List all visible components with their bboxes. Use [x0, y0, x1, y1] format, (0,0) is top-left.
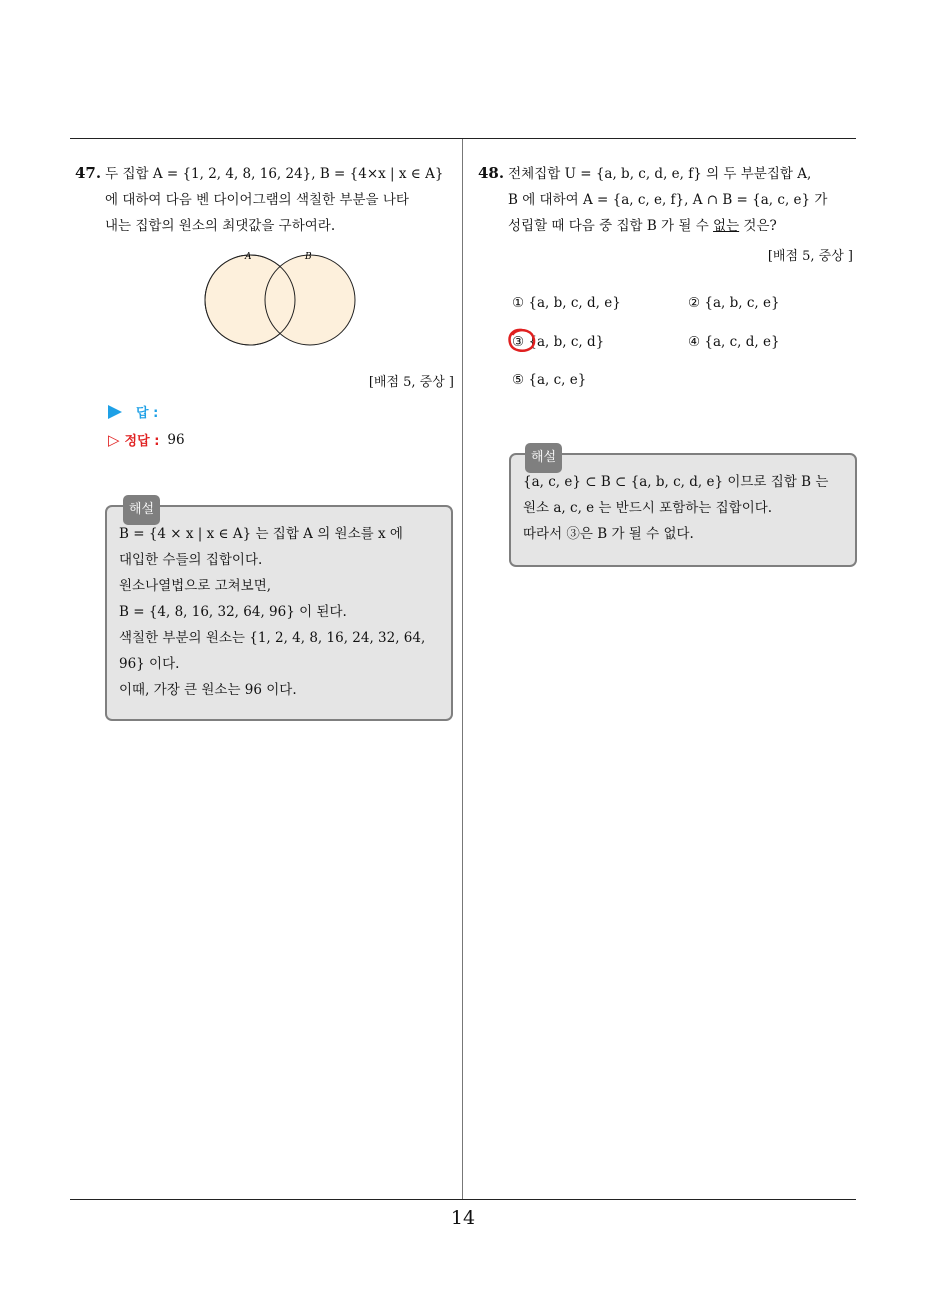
- explanation-line: {a, c, e} ⊂ B ⊂ {a, b, c, d, e} 이므로 집합 B 는: [523, 474, 829, 490]
- explanation-tag: 해설: [525, 443, 562, 473]
- explanation-line: B = {4, 8, 16, 32, 64, 96} 이 된다.: [119, 604, 347, 620]
- answer-label: 답 :: [136, 406, 159, 421]
- choice-5[interactable]: ⑤ {a, c, e}: [512, 372, 587, 388]
- q48-line-1: [478, 160, 858, 187]
- explanation-line: 원소나열법으로 고쳐보면,: [119, 578, 272, 594]
- venn-circle-b: [265, 255, 355, 345]
- explanation-line: 따라서 ③은 B 가 될 수 없다.: [523, 526, 694, 542]
- explanation-line: 96} 이다.: [119, 656, 180, 672]
- correct-answer-row: [108, 430, 185, 449]
- correct-answer-value: 96: [167, 431, 185, 448]
- q48-emphasis: 없는: [713, 218, 740, 234]
- question-48: [478, 160, 858, 239]
- answer-circle-mark-icon: [505, 326, 539, 356]
- top-rule: [70, 138, 856, 139]
- venn-label-b: B: [305, 252, 312, 262]
- venn-diagram: [195, 245, 365, 349]
- bottom-rule: [70, 1199, 856, 1200]
- q48-line-2: B 에 대하여 A = {a, c, e, f}, A ∩ B = {a, c, e} 가: [508, 192, 828, 208]
- q47-score: [배점 5, 중상 ]: [368, 375, 454, 390]
- question-number: 47.: [75, 164, 102, 182]
- column-divider: [462, 139, 463, 1200]
- explanation-line: 대입한 수들의 집합이다.: [119, 552, 263, 568]
- explanation-line: B = {4 × x | x ∈ A} 는 집합 A 의 원소를 x 에: [119, 526, 403, 542]
- explanation-line: 원소 a, c, e 는 반드시 포함하는 집합이다.: [523, 500, 773, 516]
- q47-explanation-box: [105, 502, 453, 721]
- q48-explanation-box: [509, 450, 857, 567]
- play-triangle-icon: [108, 405, 122, 419]
- page-number: 14: [450, 1207, 476, 1229]
- q47-text-1: 두 집합 A = {1, 2, 4, 8, 16, 24}, B = {4×x | x ∈ A}: [105, 166, 444, 182]
- explanation-line: 색칠한 부분의 원소는 {1, 2, 4, 8, 16, 24, 32, 64,: [119, 630, 426, 646]
- q47-line-3: 내는 집합의 원소의 최댓값을 구하여라.: [105, 218, 336, 234]
- choice-1[interactable]: ① {a, b, c, d, e}: [512, 295, 621, 311]
- answer-row: [108, 402, 158, 421]
- explanation-line: 이때, 가장 큰 원소는 96 이다.: [119, 682, 297, 698]
- q48-text-3-end: 것은?: [739, 218, 777, 234]
- explanation-tag: 해설: [123, 495, 160, 525]
- q48-score: [배점 5, 중상 ]: [767, 249, 853, 264]
- venn-label-a: A: [245, 252, 252, 262]
- q48-text-1: 전체집합 U = {a, b, c, d, e, f} 의 두 부분집합 A,: [508, 166, 812, 182]
- correct-answer-label: 정답 :: [124, 434, 160, 449]
- question-47: [75, 160, 457, 239]
- choice-4[interactable]: ④ {a, c, d, e}: [688, 334, 780, 350]
- outline-triangle-icon: ▷: [108, 430, 120, 449]
- choice-2[interactable]: ② {a, b, c, e}: [688, 295, 780, 311]
- choice-3[interactable]: ③ {a, b, c, d}: [512, 334, 605, 350]
- q47-line-1: [75, 160, 457, 187]
- q48-line-3: [478, 213, 858, 239]
- q48-text-3: 성립할 때 다음 중 집합 B 가 될 수: [508, 218, 714, 234]
- q47-line-2: 에 대하여 다음 벤 다이어그램의 색칠한 부분을 나타: [105, 192, 409, 208]
- question-number: 48.: [478, 164, 505, 182]
